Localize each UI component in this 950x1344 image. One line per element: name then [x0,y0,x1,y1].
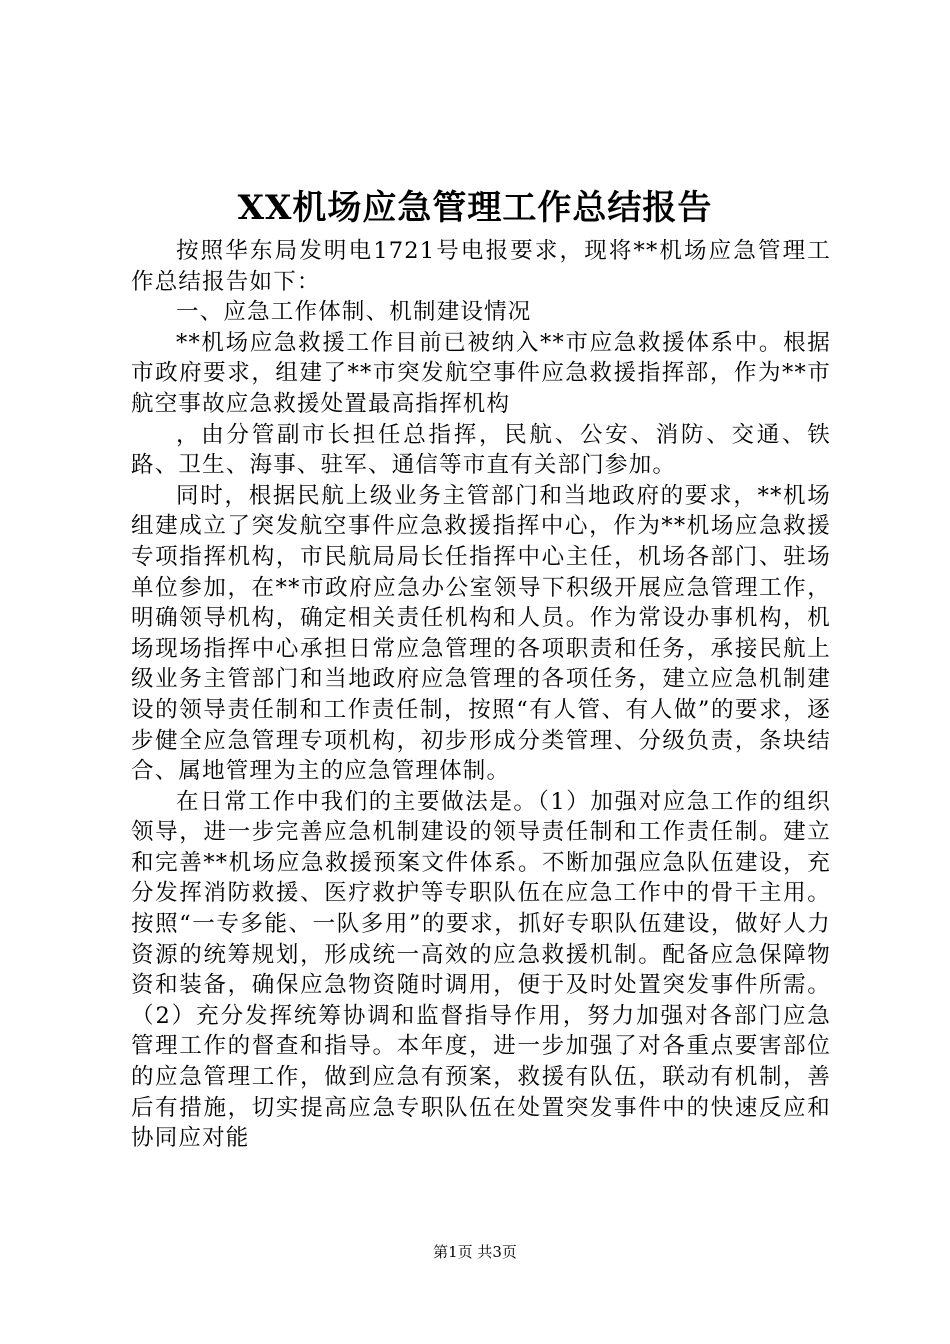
document-body [131,236,831,1154]
paragraph-center: 同时，根据民航上级业务主管部门和当地政府的要求，**机场组建成立了突发航空事件应急救援指挥中心，作为**机场应急救援专项指挥机构，市民航局局长任指挥中心主任，机场各部门、驻场单位参加，在**市政府应急办公室领导下积级开展应急管理工作，明确领导机构，确定相关责任机构和人员。作为常设办事机构，机场现场指挥中心承担日常应急管理的各项职责和任务，承接民航上级业务主管部门和当地政府应急管理的各项任务，建立应急机制建设的领导责任制和工作责任制，按照“有人管、有人做”的要求，逐步健全应急管理专项机构，初步形成分类管理、分级负责，条块结合、属地管理为主的应急管理体制。 [131,482,831,785]
paragraph-practice: 在日常工作中我们的主要做法是。（1）加强对应急工作的组织领导，进一步完善应急机制建设的领导责任制和工作责任制。建立和完善**机场应急救援预案文件体系。不断加强应急队伍建设，充分发挥消防救援、医疗救护等专职队伍在应急工作中的骨干主用。按照“一专多能、一队多用”的要求，抓好专职队伍建设，做好人力资源的统筹规划，形成统一高效的应急救援机制。配备应急保障物资和装备，确保应急物资随时调用，便于及时处置突发事件所需。（2）充分发挥统筹协调和监督指导作用，努力加强对各部门应急管理工作的督查和指导。本年度，进一步加强了对各重点要害部位的应急管理工作，做到应急有预案，救援有队伍，联动有机制，善后有措施，切实提高应急专职队伍在处置突发事件中的快速反应和协同应对能 [131,788,831,1152]
page-number: 第1页 共3页 [433,1243,517,1261]
section-heading-1: 一、应急工作体制、机制建设情况 [176,299,532,326]
paragraph-command: ，由分管副市长担任总指挥，民航、公安、消防、交通、铁路、卫生、海事、驻军、通信等市直有关部门参加。 [131,421,831,479]
paragraph-intro: 按照华东局发明电1721号电报要求，现将**机场应急管理工作总结报告如下： [131,238,831,295]
paragraph-system: **机场应急救援工作目前已被纳入**市应急救援体系中。根据市政府要求，组建了**市突发航空事件应急救援指挥部，作为**市航空事故应急救援处置最高指挥机构 [131,329,831,417]
document-title: XX机场应急管理工作总结报告 [237,188,713,228]
